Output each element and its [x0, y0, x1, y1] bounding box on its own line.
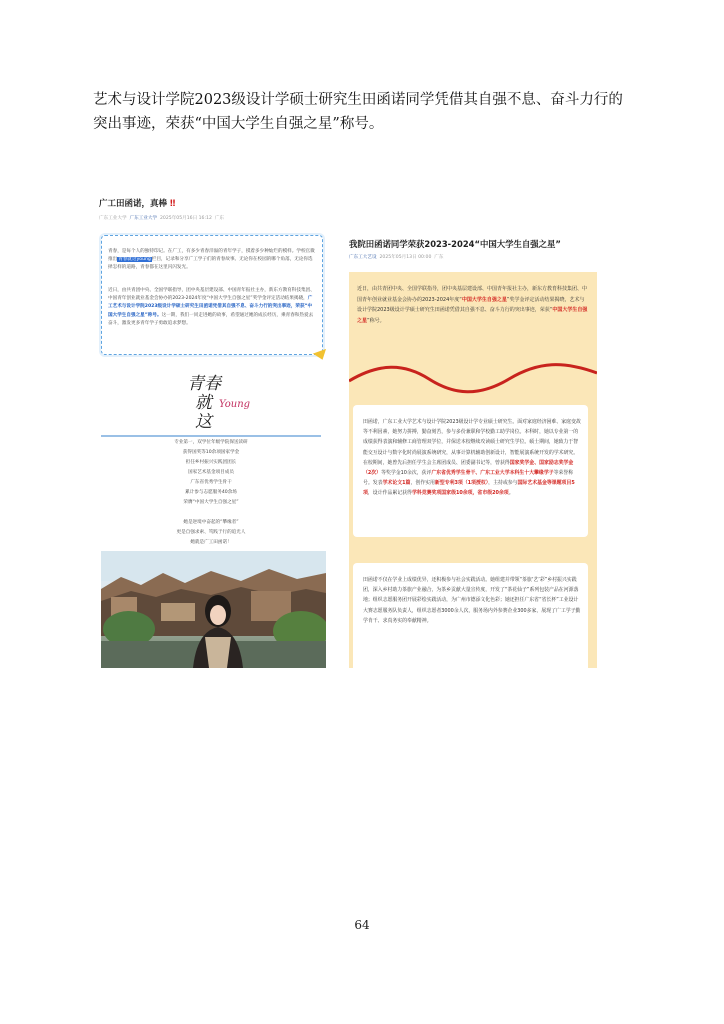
card1-e: ，主持或参与	[488, 480, 518, 487]
card1-f: ，设计作品累记获得	[367, 490, 412, 497]
achievement-line: 广东省优秀学生骨干	[190, 480, 232, 485]
right-article-title: 我院田函诺同学荣获2023-2024“中国大学生自强之星”	[349, 239, 561, 249]
card1-a: 田函诺，广东工业大学艺术与设计学院2023级设计学专业硕士研究生。面对家庭经济困难、家庭变故等不利因素，她努力拼搏，勤奋刻苦，参与多份兼职和学校勤工助学岗位。本科时，她以专业第一的成绩获得表演和辅修工商管理双学位，并保送本校继续攻读硕士研究生学位。硕士期间，她致力于智能交互设计与数字化时尚展演系统研究，从事计算机辅助创新设计，智能展演系统开发的学术研究。在校期间，她曾先后担任学生会主席团成员、团委副书记等，曾获得	[363, 419, 581, 466]
right-p1-red-1: 中国大学生自强之星	[461, 296, 507, 303]
calligraphy-line-2: 就这	[195, 393, 212, 432]
page-number: 64	[354, 918, 370, 932]
achievement-line: 她是逆境中奋起的“攀缘者”	[183, 520, 239, 525]
right-article-meta	[349, 254, 444, 260]
paper-plane-icon	[313, 349, 327, 362]
right-p1-red-2: 中国大学生自强之星	[357, 307, 588, 324]
card1-red-2: 广东省优秀学生骨干、广东工业大学本科生十大攀缘学子	[431, 470, 554, 477]
left-box-p2-text: 近日，由共青团中央、全国学联指导，团中央基层建设部、中国青年报社主办，新东方教育科技集团、中国青年创业就业基金会协办的2023-2024年度“中国大学生自强之星”奖学金评定活动结果揭晓，	[108, 288, 315, 302]
card1-c: 等荣誉称号。发表	[363, 470, 574, 487]
card1-red-3: 学术论文1篇	[382, 480, 411, 487]
achievement-line: 累计参与志愿服务40余场	[185, 490, 237, 495]
left-box-p2-tail: 这一期，我们一同走进她的故事，希望通过她的成长经历，乘青春和热爱去奋斗，激发更多青年学子勇敢追求梦想。	[108, 312, 314, 326]
card1-b: 等奖学金10余次，获评	[381, 470, 432, 477]
card1-d: ，创作实用	[410, 480, 435, 487]
right-p1-b: ”奖学金评定活动结果揭晓，艺术与设计学院2023级设计学硕士研究生田函诺凭借其自强不息、奋斗力行的突出事迹，荣获“	[357, 296, 585, 313]
achievement-line: 更是自强求索、笃践于行的追光人	[176, 530, 246, 535]
left-article-title	[99, 197, 175, 209]
story-card-2	[353, 563, 588, 668]
right-p1-a: 近日，由共青团中央、全国学联指导，团中央基层建设部、中国青年报社主办，新东方教育科技集团、中国青年创业就业基金会协办的2023-2024年度“	[357, 286, 588, 303]
left-box-p2-highlight: 广工艺术与设计学院2023级设计学硕士研究生田函诺凭借其自强不息、奋斗力行的突出事迹，荣获“中国大学生自强之星”称号。	[108, 296, 313, 318]
story-card-1	[353, 405, 588, 537]
intro-paragraph: 艺术与设计学院2023级设计学硕士研究生田函诺同学凭借其自强不息、奋斗力行的突出事迹，荣获“中国大学生自强之星”称号。	[93, 92, 623, 132]
left-box-p1-tail: 栏目，记录和分享广工学子们的青春故事。无论你在校园的哪个角落，无论你选择怎样的道路，青春都在这里闪闪发光。	[108, 257, 313, 271]
card1-g: 。	[508, 490, 514, 497]
red-ribbon-wave	[349, 359, 597, 399]
calligraphy-title	[187, 374, 251, 432]
divider	[101, 435, 321, 437]
achievement-line: 国家艺术基金项目成员	[188, 470, 234, 475]
exclamation-icon: ‼	[169, 199, 176, 209]
right-article-screenshot	[349, 238, 597, 668]
story-card-1-text	[363, 417, 581, 499]
left-box-paragraph-2	[108, 287, 316, 328]
achievement-line: 荣膺“中国大学生自强之星”	[183, 500, 239, 505]
achievement-line: 担任乡村振兴实践团团长	[185, 460, 237, 465]
left-box-paragraph-1	[108, 248, 316, 273]
achievement-list	[101, 439, 321, 549]
right-meta-date: 2025年05月13日 00:00	[379, 255, 432, 260]
column-tag: 青春就这young	[118, 257, 151, 263]
right-p1-c: ”称号。	[367, 317, 385, 324]
card1-red-5: 国际艺术基金等课题项目5项	[363, 480, 575, 497]
calligraphy-young: Young	[219, 399, 251, 410]
left-box-p1-text: 青春，是每个人的独特印记。在广工，有多少青春洋溢的青年学子，摸着多少种灿烂的模样。学校官微推出	[108, 249, 315, 263]
card1-red-4: 新型专利3项（1项授权）	[434, 480, 489, 487]
right-article-paragraph-1	[357, 284, 589, 326]
card1-red-1: 国家奖学金、国家励志奖学金（2次）	[363, 459, 574, 477]
achievement-line: 她就是广工田函诺！	[190, 540, 232, 545]
photo-scene	[101, 551, 326, 668]
left-meta-date: 2025年05月16日 16:12	[160, 216, 212, 221]
achievement-line: 专业第一，双学位年级学院保送读研	[174, 440, 248, 445]
left-article-screenshot	[97, 195, 327, 668]
card1-red-6: 学科竞赛奖项国家级10余项，省市级20余项	[411, 490, 509, 497]
left-meta-account[interactable]: 广东工业大学	[129, 216, 158, 221]
left-article-meta	[99, 215, 224, 221]
left-meta-org: 广东工业大学	[99, 216, 127, 221]
right-meta-account[interactable]: 广东工大艺设	[349, 255, 377, 260]
right-meta-place: 广东	[434, 255, 444, 260]
calligraphy-line-1: 青春	[187, 374, 221, 394]
portrait-photo	[101, 551, 326, 668]
left-article-title-text: 广工田函诺，真棒	[99, 199, 168, 209]
left-meta-place: 广东	[214, 216, 224, 221]
achievement-line: 获得国奖等10余项国家学金	[182, 450, 240, 455]
left-intro-box	[101, 235, 323, 355]
story-card-2-text: 田函诺不仅在学业上成绩优异，还积极参与社会实践活动。她组建并带领“茶旅‘艺’彩”乡村振兴实践团，深入乡村助力茶旅产业融合，为茶乡贡献大量宣传度，开发了“茶花仙子”系列包装产品在河源落地；组织志愿服务团开展彩绘实践活动，为广州市德添文化色彩；她还担任广东省“省长杯”工业设计大赛志愿服务队负责人，组织志愿者3000余人次，服务场内外参赛企业300多家，展现了广工学子勤学肯干、求真务实的奉献精神。	[363, 577, 581, 624]
